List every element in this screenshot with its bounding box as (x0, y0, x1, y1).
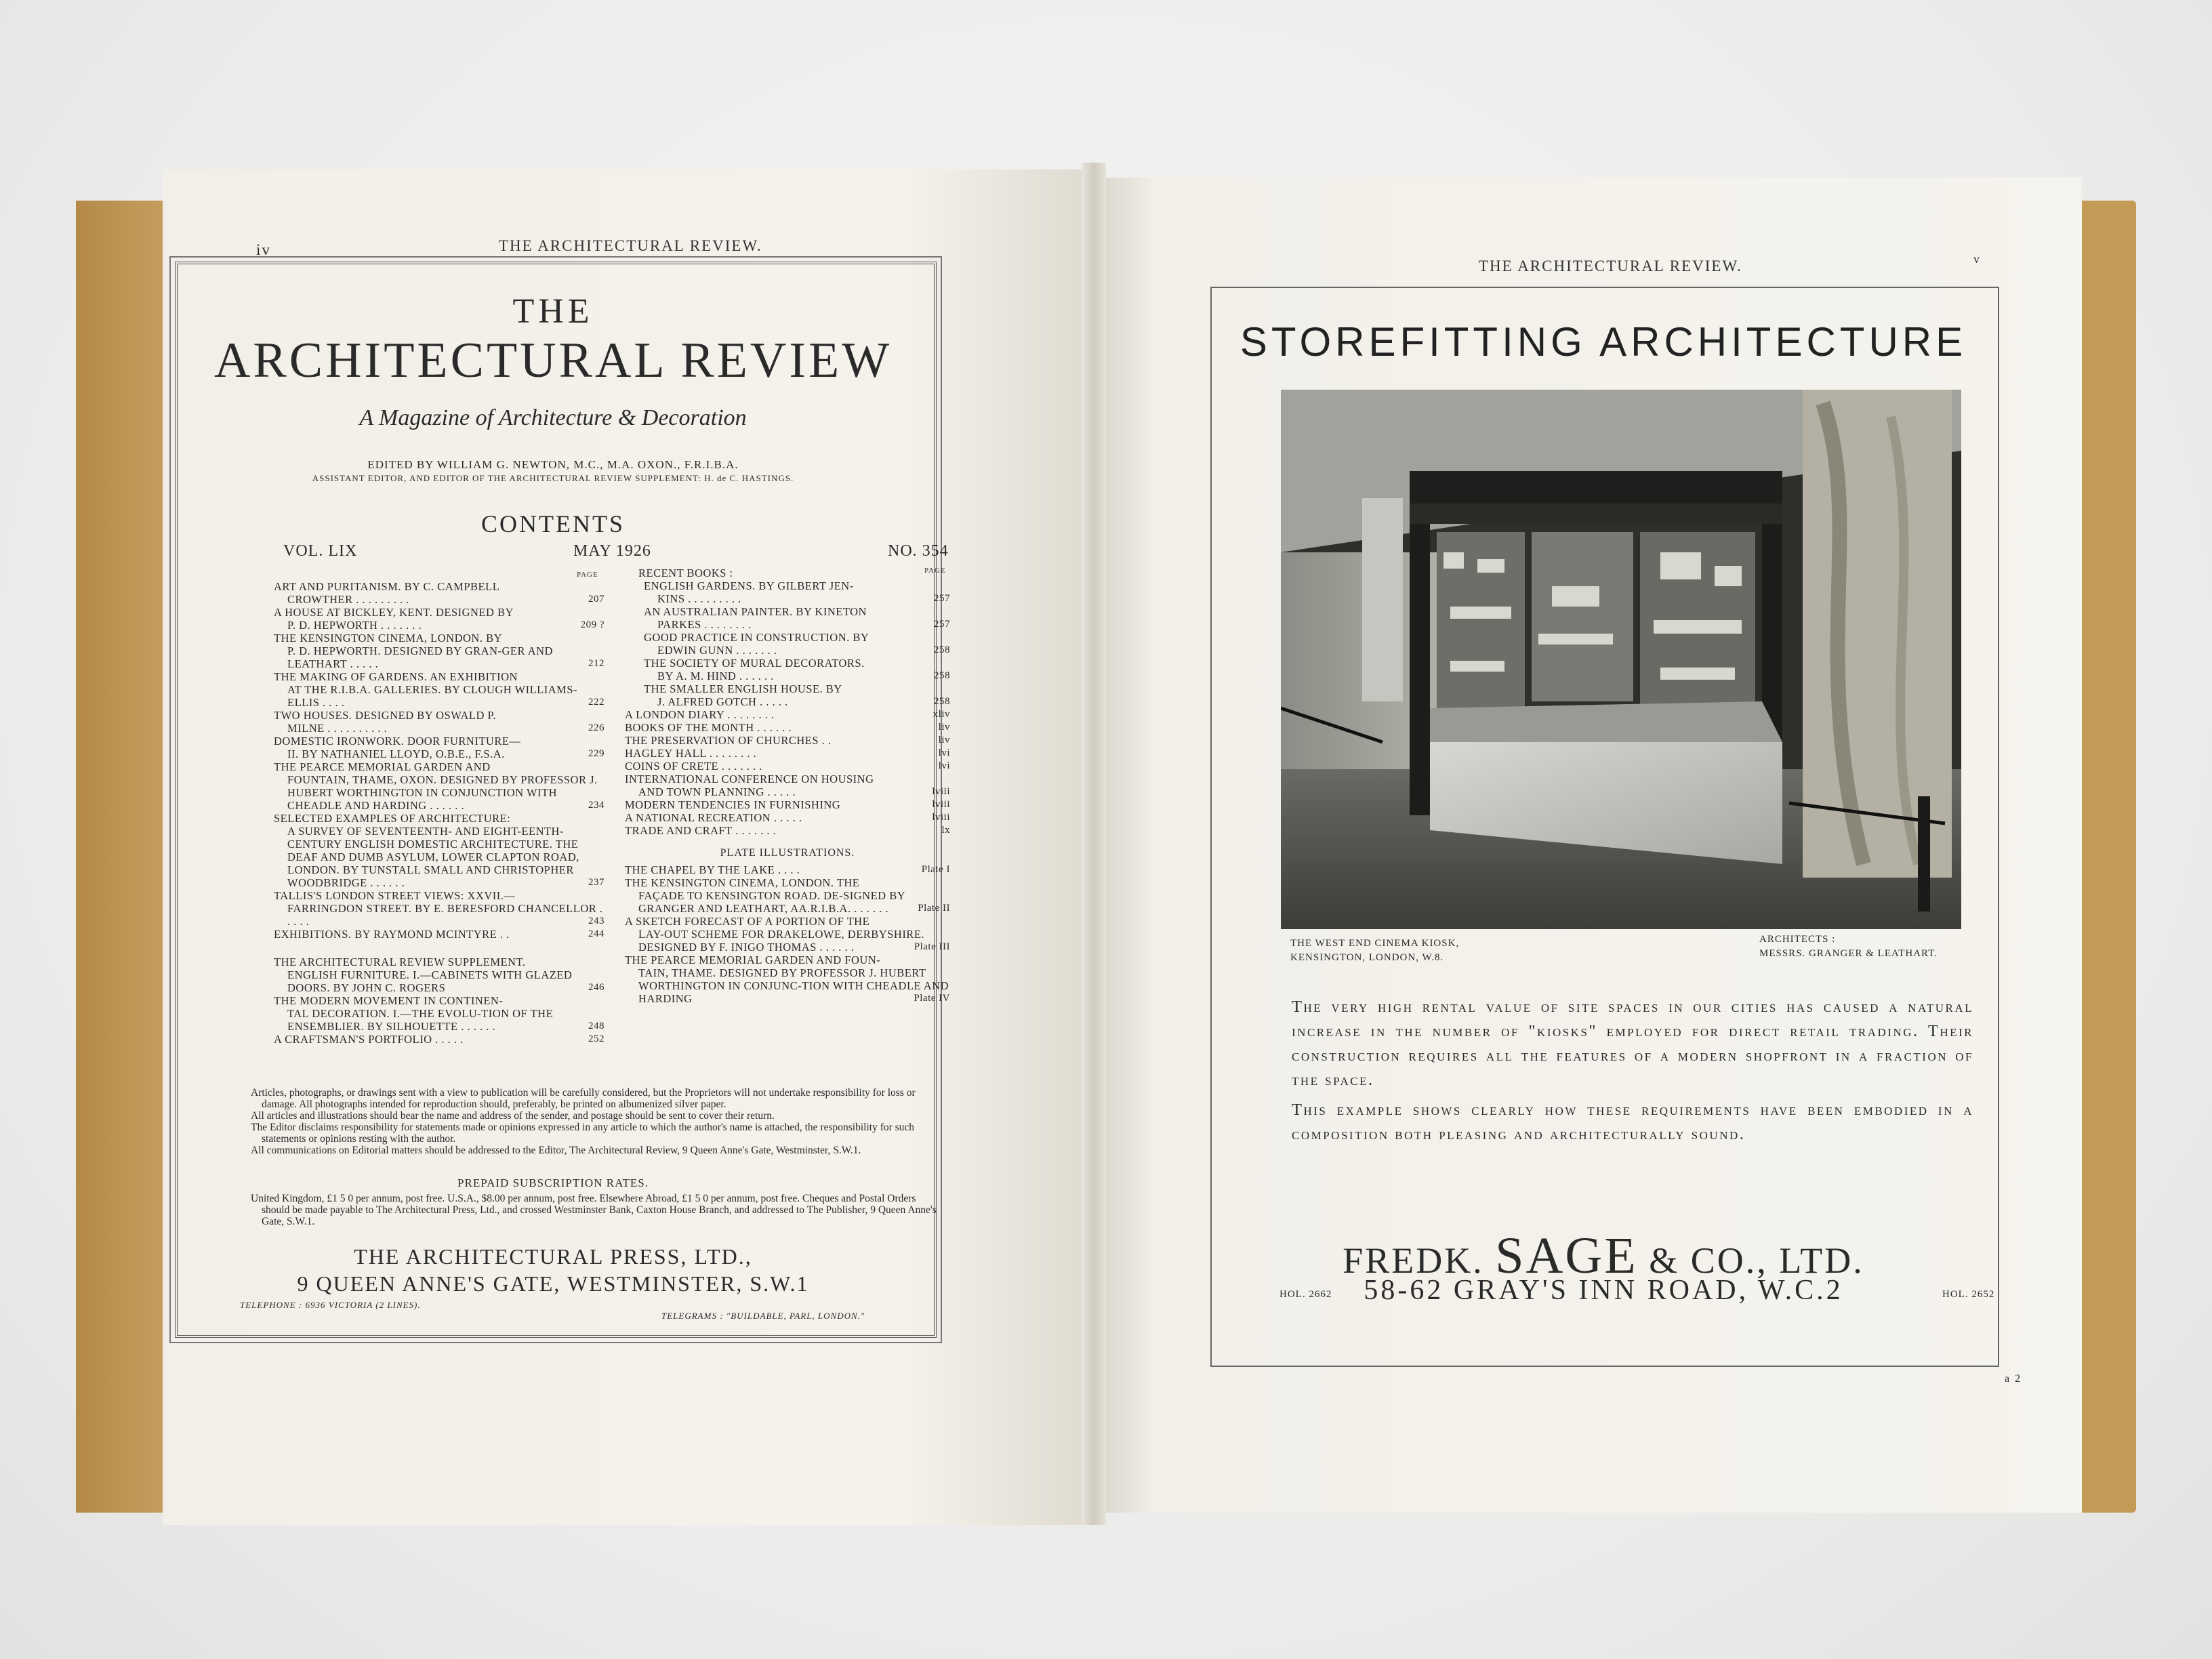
toc-entry (644, 682, 950, 708)
contents-heading: CONTENTS (481, 510, 625, 537)
toc-entry-title: THE MAKING OF GARDENS. AN EXHIBITION (274, 670, 518, 683)
toc-entry (625, 708, 950, 721)
toc-entry (625, 876, 950, 915)
toc-entry (274, 606, 605, 632)
toc-entry (644, 605, 950, 631)
firm-suffix: & CO., LTD. (1649, 1240, 1864, 1281)
toc-entry (274, 889, 605, 928)
editorial-notices (251, 1087, 942, 1156)
publisher-address: 9 QUEEN ANNE'S GATE, WESTMINSTER, S.W.1 (297, 1271, 809, 1296)
notice-paragraph: All communications on Editorial matters should be addressed to the Editor, The Architectural Review, 9 Queen Anne's Gate, Westminster, S.W.1. (251, 1145, 861, 1156)
toc-entry-page: 246 (588, 982, 605, 993)
toc-entry-page: 244 (588, 928, 605, 939)
toc-entry-continuation: BY A. M. HIND . . . . . . (657, 670, 774, 682)
book-gutter (1082, 163, 1106, 1525)
toc-entry-title: COINS OF CRETE . . . . . . . (625, 760, 762, 773)
toc-entry-page: 226 (588, 722, 605, 733)
toc-entry (274, 812, 605, 889)
toc-entry-title: A HOUSE AT BICKLEY, KENT. DESIGNED BY (274, 606, 514, 619)
toc-entry-title: THE CHAPEL BY THE LAKE . . . . (625, 863, 800, 876)
advertisement-title: STOREFITTING ARCHITECTURE (1240, 319, 1967, 365)
toc-entry-page: 252 (588, 1033, 605, 1044)
notice-paragraph: All articles and illustrations should bear the name and address of the sender, and postage should be sent to cover their return. (251, 1110, 775, 1122)
toc-entry (625, 954, 950, 1005)
toc-entry (625, 747, 950, 760)
toc-entry-title: A SKETCH FORECAST OF A PORTION OF THE (625, 915, 870, 928)
volume-number: VOL. LIX (283, 542, 358, 560)
toc-entry-title: BOOKS OF THE MONTH . . . . . . (625, 721, 792, 734)
toc-entry-page: 234 (588, 800, 605, 811)
toc-entry-page: Plate III (914, 941, 950, 952)
toc-entry (274, 632, 605, 670)
toc-entry-page: 222 (588, 697, 605, 708)
issue-date: MAY 1926 (573, 542, 651, 560)
toc-entry-continuation: TAL DECORATION. I.—THE EVOLU-TION OF THE ENSEMBLIER. BY SILHOUETTE . . . . . . (287, 1007, 554, 1033)
toc-entry-title: DOMESTIC IRONWORK. DOOR FURNITURE— (274, 735, 521, 747)
toc-entry-continuation: CROWTHER . . . . . . . . . (287, 593, 409, 606)
toc-entry (274, 709, 605, 735)
toc-entry (625, 811, 950, 824)
toc-entry (644, 657, 950, 682)
telegrams-line: TELEGRAMS : "BUILDABLE, PARL, LONDON." (661, 1311, 865, 1321)
toc-entry-title: THE MODERN MOVEMENT IN CONTINEN- (274, 994, 504, 1007)
left-folio: iv (256, 241, 271, 258)
toc-entry-page: 212 (588, 658, 605, 669)
toc-right-column (625, 567, 950, 1005)
caption-left (1290, 937, 1459, 965)
subscription-text: United Kingdom, £1 5 0 per annum, post free. U.S.A., $8.00 per annum, post free. Elsewhere Abroad, £1 5 0 per annum, post free. Cheques and Postal Orders should be made payable to The Architectural Press, Ltd., and crossed Westminster Bank, Caxton House Branch, and addressed to The Publisher, 9 Queen Anne's Gate, S.W.1. (251, 1193, 937, 1227)
toc-entry-page: 229 (588, 748, 605, 759)
signature-mark: a 2 (2005, 1373, 2022, 1385)
notice-paragraph: Articles, photographs, or drawings sent with a view to publication will be carefully considered, but the Proprietors will not undertake responsibility for loss or damage. All photographs intended for reproduction should, preferably, be printed on albumenized silver paper. (251, 1087, 916, 1110)
toc-entry-title: AN AUSTRALIAN PAINTER. BY KINETON (644, 605, 867, 618)
toc-entry (625, 915, 950, 954)
toc-entry-title: THE SMALLER ENGLISH HOUSE. BY (644, 682, 842, 695)
toc-entry-page: liv (938, 735, 950, 745)
firm-address: 58-62 GRAY'S INN ROAD, W.C.2 (1364, 1275, 1843, 1306)
toc-entry-continuation: A SURVEY OF SEVENTEENTH- AND EIGHT-EENTH-CENTURY ENGLISH DOMESTIC ARCHITECTURE. THE DEAF AND DUMB ASYLUM, LOWER CLAPTON ROAD, LONDON. BY TUNSTALL SMALL AND CHRISTOPHER WOODBRIDGE . . . . . . (287, 825, 579, 889)
firm-name: SAGE (1495, 1227, 1638, 1284)
toc-entry (274, 956, 605, 994)
toc-entry-page: 257 (934, 593, 950, 604)
notice-paragraph: The Editor disclaims responsibility for statements made or opinions expressed in any article to which the author's name is attached, the responsibility for such statements or opinions resting with the author. (251, 1122, 915, 1145)
toc-entry-title: SELECTED EXAMPLES OF ARCHITECTURE: (274, 812, 511, 825)
left-running-head: THE ARCHITECTURAL REVIEW. (499, 237, 762, 254)
editor-line: EDITED BY WILLIAM G. NEWTON, M.C., M.A. OXON., F.R.I.B.A. (367, 458, 739, 471)
toc-entry-page: 258 (934, 670, 950, 681)
toc-entry (274, 928, 605, 941)
toc-entry-page: lvi (938, 760, 950, 771)
toc-entry (644, 579, 950, 605)
caption-left-line2: KENSINGTON, LONDON, W.8. (1290, 952, 1444, 963)
toc-entry-page: 248 (588, 1021, 605, 1031)
toc-entry-title: TALLIS'S LONDON STREET VIEWS: XXVII.— (274, 889, 516, 902)
toc-entry-continuation: P. D. HEPWORTH. DESIGNED BY GRAN-GER AND LEATHART . . . . . (287, 644, 553, 670)
caption-right (1759, 933, 1938, 961)
toc-entry-continuation: FARRINGDON STREET. BY E. BERESFORD CHANCELLOR . . . . . (287, 902, 603, 928)
toc-entry-page: Plate I (921, 864, 950, 875)
toc-entry-continuation: J. ALFRED GOTCH . . . . . (657, 695, 788, 708)
toc-entry (274, 760, 605, 812)
toc-entry-title: A CRAFTSMAN'S PORTFOLIO . . . . . (274, 1033, 464, 1046)
toc-entry (274, 1033, 605, 1046)
toc-entry-title: ENGLISH GARDENS. BY GILBERT JEN- (644, 579, 854, 592)
toc-entry-page: Plate II (918, 903, 950, 914)
toc-entry-continuation: PARKES . . . . . . . . (657, 618, 752, 631)
toc-entry-page: 258 (934, 696, 950, 707)
toc-entry (625, 734, 950, 747)
toc-entry-title: HAGLEY HALL . . . . . . . . (625, 747, 757, 760)
firm-prefix: FREDK. (1343, 1240, 1484, 1281)
toc-entry (625, 824, 950, 837)
toc-entry-title: THE PEARCE MEMORIAL GARDEN AND (274, 760, 491, 773)
magazine-title: ARCHITECTURAL REVIEW (213, 333, 893, 388)
plate-illustrations-heading: PLATE ILLUSTRATIONS. (720, 847, 855, 859)
toc-entry (625, 773, 950, 798)
toc-entry-page: 258 (934, 644, 950, 655)
caption-left-line1: THE WEST END CINEMA KIOSK, (1290, 938, 1460, 949)
toc-entry (274, 994, 605, 1033)
advertisement-body (1292, 995, 1973, 1152)
toc-entry-page: lx (941, 825, 950, 836)
toc-entry-continuation: ENGLISH FURNITURE. I.—CABINETS WITH GLAZED DOORS. BY JOHN C. ROGERS (287, 968, 573, 994)
right-folio: v (1973, 252, 1981, 266)
toc-entry-title: TWO HOUSES. DESIGNED BY OSWALD P. (274, 709, 497, 722)
magazine-title-the: THE (512, 292, 594, 331)
toc-entry-title: MODERN TENDENCIES IN FURNISHING (625, 798, 841, 811)
ad-paragraph-1: The very high rental value of site spaces in our cities has caused a natural increase in the number of "kiosks" employed for direct retail trading. Their construction requires all the features of a modern shopfront in a fraction of the space. (1292, 998, 1973, 1089)
toc-entry (625, 760, 950, 773)
toc-entry-title: GOOD PRACTICE IN CONSTRUCTION. BY (644, 631, 869, 644)
toc-entry-title: ART AND PURITANISM. BY C. CAMPBELL (274, 580, 500, 593)
assistant-editor-line: ASSISTANT EDITOR, AND EDITOR OF THE ARCHITECTURAL REVIEW SUPPLEMENT: H. de C. HASTINGS. (312, 473, 794, 483)
toc-entry-continuation: AND TOWN PLANNING . . . . . (638, 785, 796, 798)
toc-entry-continuation: MILNE . . . . . . . . . . (287, 722, 388, 735)
toc-left-column (274, 580, 605, 1046)
toc-entry-title: THE KENSINGTON CINEMA, LONDON. BY (274, 632, 503, 644)
toc-entry-page: lviii (932, 799, 950, 810)
magazine-subtitle: A Magazine of Architecture & Decoration (359, 405, 747, 430)
kiosk-photo-illustration (1281, 390, 1961, 929)
toc-entry-page: xliv (933, 709, 950, 720)
caption-right-line2: MESSRS. GRANGER & LEATHART. (1759, 948, 1938, 959)
toc-entry-continuation: P. D. HEPWORTH . . . . . . . (287, 619, 422, 632)
toc-entry-continuation: LAY-OUT SCHEME FOR DRAKELOWE, DERBYSHIRE. DESIGNED BY F. INIGO THOMAS . . . . . . (638, 928, 925, 954)
right-running-head: THE ARCHITECTURAL REVIEW. (1479, 258, 1742, 274)
prepaid-heading: PREPAID SUBSCRIPTION RATES. (457, 1176, 649, 1189)
toc-entry-page: 237 (588, 877, 605, 888)
toc-entry-title: THE KENSINGTON CINEMA, LONDON. THE (625, 876, 860, 889)
toc-entry-title: THE SOCIETY OF MURAL DECORATORS. (644, 657, 865, 670)
toc-entry-continuation: II. BY NATHANIEL LLOYD, O.B.E., F.S.A. (287, 747, 505, 760)
toc-entry-continuation: TAIN, THAME. DESIGNED BY PROFESSOR J. HUBERT WORTHINGTON IN CONJUNC-TION WITH CHEADLE AND HARDING (638, 966, 949, 1005)
toc-entry-title: TRADE AND CRAFT . . . . . . . (625, 824, 777, 837)
toc-entry-title: THE PEARCE MEMORIAL GARDEN AND FOUN- (625, 954, 881, 966)
toc-entry-continuation: FAÇADE TO KENSINGTON ROAD. DE-SIGNED BY GRANGER AND LEATHART, AA.R.I.B.A. . . . . . . (638, 889, 905, 915)
subscription-rates (251, 1193, 942, 1227)
toc-entry-title: THE ARCHITECTURAL REVIEW SUPPLEMENT. (274, 956, 526, 968)
toc-entry-page: 207 (588, 594, 605, 605)
toc-entry (274, 580, 605, 606)
toc-entry-page: lviii (932, 786, 950, 797)
kiosk-photograph (1281, 390, 1961, 929)
toc-entry-continuation: KINS . . . . . . . . . (657, 592, 741, 605)
telephone-left: HOL. 2662 (1279, 1289, 1332, 1300)
caption-right-line1: ARCHITECTS : (1759, 934, 1836, 945)
toc-entry-page: 243 (588, 916, 605, 926)
toc-entry (274, 670, 605, 709)
toc-entry (625, 863, 950, 876)
page-label-left: PAGE (577, 571, 598, 579)
toc-entry (644, 631, 950, 657)
telephone-line: TELEPHONE : 6936 VICTORIA (2 LINES). (240, 1300, 421, 1310)
toc-entry-page: liv (938, 722, 950, 733)
toc-entry-continuation: EDWIN GUNN . . . . . . . (657, 644, 777, 657)
publisher-name: THE ARCHITECTURAL PRESS, LTD., (354, 1244, 752, 1269)
toc-entry (625, 721, 950, 734)
toc-entry-title: A LONDON DIARY . . . . . . . . (625, 708, 775, 721)
page-label-right: PAGE (924, 567, 946, 575)
toc-entry-page: 257 (934, 619, 950, 630)
toc-entry-page: Plate IV (914, 993, 950, 1004)
toc-entry-title: INTERNATIONAL CONFERENCE ON HOUSING (625, 773, 874, 785)
toc-entry-page: lvi (938, 747, 950, 758)
toc-entry-page: 209 ? (580, 619, 605, 630)
toc-entry-continuation: AT THE R.I.B.A. GALLERIES. BY CLOUGH WILLIAMS-ELLIS . . . . (287, 683, 577, 709)
toc-entry-title: EXHIBITIONS. BY RAYMOND MCINTYRE . . (274, 928, 510, 941)
toc-entry (274, 735, 605, 760)
toc-entry (625, 798, 950, 811)
issue-number: NO. 354 (888, 542, 949, 560)
recent-books-heading: RECENT BOOKS : (638, 567, 733, 579)
toc-entry-title: A NATIONAL RECREATION . . . . . (625, 811, 802, 824)
toc-entry-continuation: FOUNTAIN, THAME, OXON. DESIGNED BY PROFESSOR J. HUBERT WORTHINGTON IN CONJUNCTION WITH CHEADLE AND HARDING . . . . . . (287, 773, 598, 812)
toc-entry-title: THE PRESERVATION OF CHURCHES . . (625, 734, 832, 747)
toc-entry-page: lviii (932, 812, 950, 823)
telephone-right: HOL. 2652 (1942, 1289, 1995, 1300)
ad-paragraph-2: This example shows clearly how these requirements have been embodied in a composition both pleasing and architecturally sound. (1292, 1101, 1973, 1143)
